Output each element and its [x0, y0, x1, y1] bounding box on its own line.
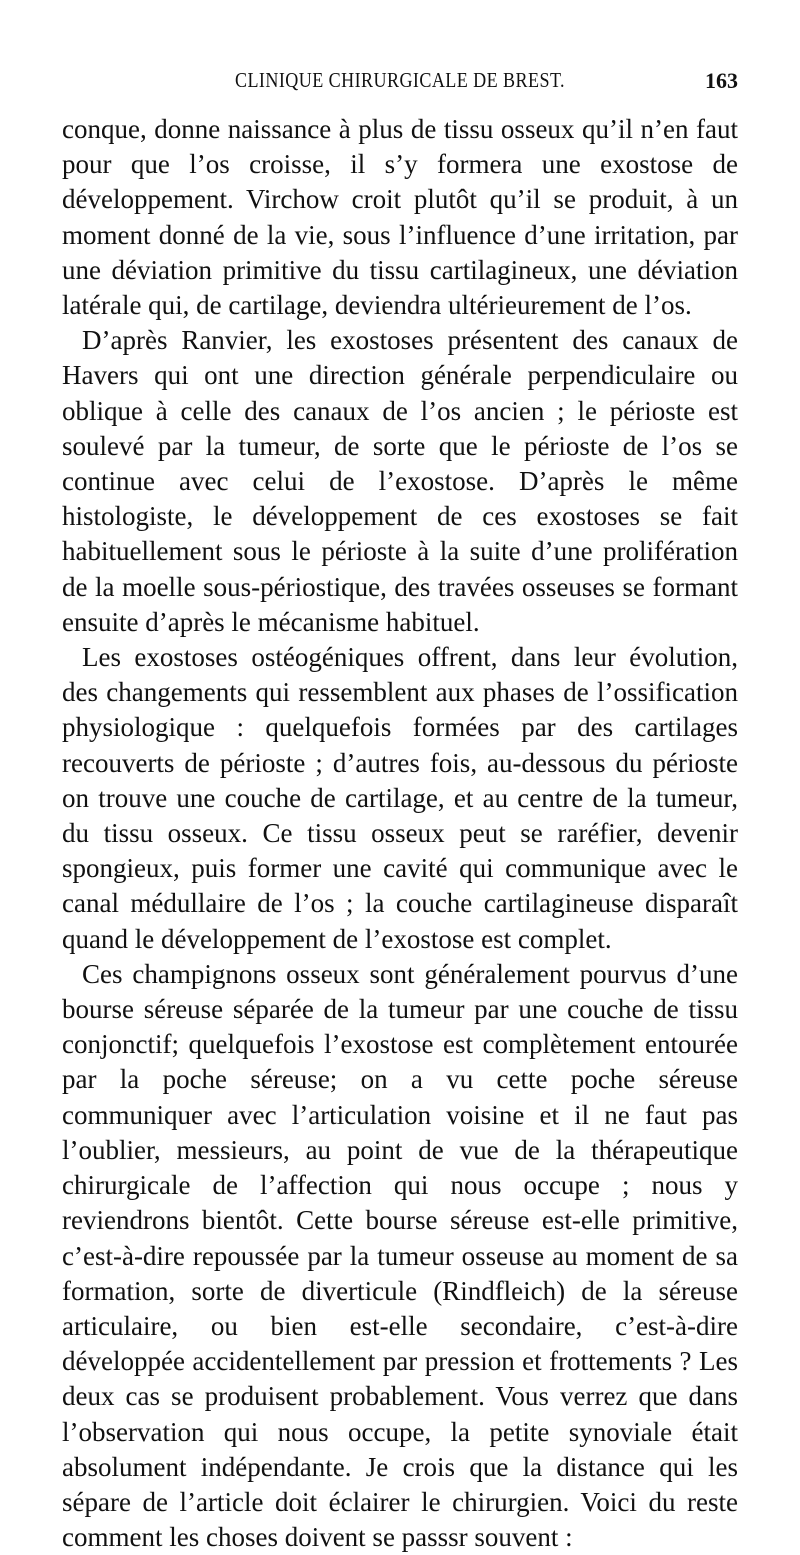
page-number: 163	[705, 68, 738, 93]
running-title: CLINIQUE CHIRURGICALE DE BREST.	[234, 68, 566, 92]
book-page	[62, 68, 738, 1555]
paragraph-4: Ces champignons osseux sont généralement pourvus d’une bourse séreuse séparée de la tumeur par une couche de tissu conjonctif; quelquefois l’exostose est complètement entourée par la poche séreuse; on a vu cette poche séreuse communiquer avec l’articulation voisine et il ne faut pas l’oublier, messieurs, au point de vue de la thérapeutique chirurgicale de l’affection qui nous occupe ; nous y reviendrons bientôt. Cette bourse séreuse est-elle primitive, c’est-à-dire repoussée par la tumeur osseuse au moment de sa formation, sorte de diverticule (Rindfleich) de la séreuse articulaire, ou bien est-elle secondaire, c’est-à-dire développée accidentellement par pression et frottements ? Les deux cas se produisent probablement. Vous verrez que dans l’observation qui nous occupe, la petite synoviale était absolument indépendante. Je crois que la distance qui les sépare de l’article doit éclairer le chirurgien. Voici du reste comment les choses doivent se passsr souvent :	[62, 958, 738, 1553]
body-text	[62, 112, 738, 1555]
paragraph-2: D’après Ranvier, les exostoses présentent des canaux de Havers qui ont une direction générale perpendiculaire ou oblique à celle des canaux de l’os ancien ; le périoste est soulevé par la tumeur, de sorte que le périoste de l’os se continue avec celui de l’exostose. D’après le même histologiste, le développement de ces exostoses se fait habituellement sous le périoste à la suite d’une prolifération de la moelle sous-périostique, des travées osseuses se formant ensuite d’après le mécanisme habituel.	[62, 325, 738, 637]
paragraph-1: conque, donne naissance à plus de tissu osseux qu’il n’en faut pour que l’os croisse, il s’y formera une exostose de développement. Virchow croit plutôt qu’il se produit, à un moment donné de la vie, sous l’influence d’une irritation, par une déviation primitive du tissu cartilagineux, une déviation latérale qui, de cartilage, deviendra ultérieurement de l’os.	[62, 114, 738, 321]
page-header	[62, 68, 738, 108]
paragraph-3: Les exostoses ostéogéniques offrent, dans leur évolution, des changements qui ressemblent aux phases de l’ossification physiologique : quelquefois formées par des cartilages recouverts de périoste ; d’autres fois, au-dessous du périoste on trouve une couche de cartilage, et au centre de la tumeur, du tissu osseux. Ce tissu osseux peut se raréfier, devenir spongieux, puis former une cavité qui communique avec le canal médullaire de l’os ; la couche cartilagineuse disparaît quand le développement de l’exostose est complet.	[62, 642, 738, 954]
